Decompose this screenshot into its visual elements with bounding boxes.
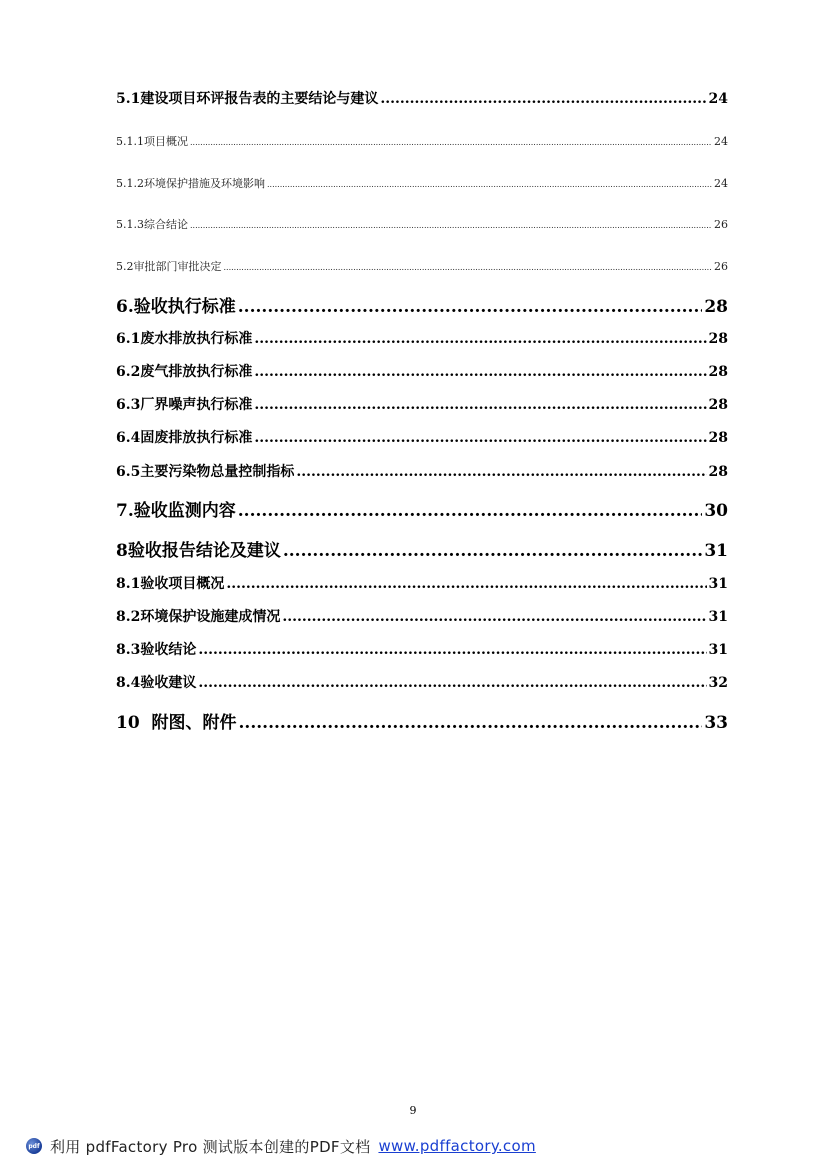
toc-entry[interactable] bbox=[116, 133, 728, 149]
toc-entry-title: 6.4固废排放执行标准 bbox=[116, 430, 253, 446]
toc-entry[interactable] bbox=[116, 672, 728, 692]
toc-entry[interactable] bbox=[116, 496, 728, 521]
toc-entry[interactable] bbox=[116, 175, 728, 191]
toc-entry-page: 26 bbox=[714, 260, 728, 273]
toc-entry-page: 28 bbox=[708, 430, 728, 446]
toc-leader-dots bbox=[238, 297, 703, 317]
toc-entry-page: 31 bbox=[708, 609, 728, 625]
toc-entry-title: 5.1.1项目概况 bbox=[116, 135, 188, 148]
toc-entry-page: 31 bbox=[704, 541, 728, 561]
toc-entry-title: 6.2废气排放执行标准 bbox=[116, 364, 253, 380]
toc-entry-title: 8.4验收建议 bbox=[116, 675, 197, 691]
toc-leader-dots bbox=[267, 180, 712, 189]
toc-entry-page: 32 bbox=[708, 675, 728, 691]
toc-entry-title: 5.1建设项目环评报告表的主要结论与建议 bbox=[116, 91, 379, 107]
toc-entry[interactable] bbox=[116, 461, 728, 481]
toc-entry[interactable] bbox=[116, 394, 728, 414]
toc-entry[interactable] bbox=[116, 361, 728, 381]
toc-leader-dots bbox=[226, 576, 706, 592]
toc-entry-title: 7.验收监测内容 bbox=[116, 501, 236, 521]
toc-entry-title: 5.1.3综合结论 bbox=[116, 218, 188, 231]
toc-entry[interactable] bbox=[116, 216, 728, 232]
toc-entry[interactable] bbox=[116, 639, 728, 659]
toc-entry-page: 28 bbox=[708, 331, 728, 347]
toc-entry-title: 6.1废水排放执行标准 bbox=[116, 331, 253, 347]
toc-entry-page: 26 bbox=[714, 218, 728, 231]
toc-leader-dots bbox=[198, 642, 706, 658]
toc-entry-title: 8.1验收项目概况 bbox=[116, 576, 225, 592]
toc-leader-dots bbox=[254, 397, 706, 413]
toc-entry[interactable] bbox=[116, 427, 728, 447]
toc-entry-page: 31 bbox=[708, 576, 728, 592]
toc-entry-page: 24 bbox=[714, 135, 728, 148]
toc-leader-dots bbox=[283, 541, 702, 561]
toc-entry-page: 28 bbox=[704, 297, 728, 317]
toc-leader-dots bbox=[254, 430, 706, 446]
toc-leader-dots bbox=[238, 501, 703, 521]
toc-entry-title: 5.2审批部门审批决定 bbox=[116, 260, 222, 273]
toc-entry[interactable] bbox=[116, 573, 728, 593]
pdffactory-logo-icon: pdf bbox=[26, 1138, 42, 1154]
pdffactory-footer bbox=[26, 1134, 536, 1158]
toc-entry-title: 10 附图、附件 bbox=[116, 713, 237, 733]
footer-text: 利用 pdfFactory Pro 测试版本创建的PDF文档 bbox=[50, 1137, 371, 1156]
toc-entry-page: 33 bbox=[704, 713, 728, 733]
toc-entry-title: 6.3厂界噪声执行标准 bbox=[116, 397, 253, 413]
toc-entry-page: 28 bbox=[708, 464, 728, 480]
toc-entry[interactable] bbox=[116, 536, 728, 561]
toc-leader-dots bbox=[254, 364, 706, 380]
toc-leader-dots bbox=[380, 91, 706, 107]
toc-leader-dots bbox=[224, 263, 713, 272]
toc-entry-title: 8.3验收结论 bbox=[116, 642, 197, 658]
toc-leader-dots bbox=[282, 609, 706, 625]
toc-entry[interactable] bbox=[116, 88, 728, 108]
toc-entry-title: 6.5主要污染物总量控制指标 bbox=[116, 464, 295, 480]
toc-leader-dots bbox=[296, 464, 706, 480]
toc-leader-dots bbox=[190, 221, 712, 230]
toc-entry[interactable] bbox=[116, 606, 728, 626]
toc-leader-dots bbox=[190, 138, 712, 147]
toc-leader-dots bbox=[198, 675, 706, 691]
toc-entry[interactable] bbox=[116, 328, 728, 348]
toc-entry-title: 6.验收执行标准 bbox=[116, 297, 236, 317]
toc-leader-dots bbox=[239, 713, 703, 733]
toc-entry-page: 30 bbox=[704, 501, 728, 521]
toc-entry-title: 8验收报告结论及建议 bbox=[116, 541, 281, 561]
page-number: 9 bbox=[409, 1104, 417, 1117]
toc-entry-page: 24 bbox=[708, 91, 728, 107]
toc-entry-page: 31 bbox=[708, 642, 728, 658]
toc-entry-title: 8.2环境保护设施建成情况 bbox=[116, 609, 281, 625]
toc-entry[interactable] bbox=[116, 292, 728, 317]
toc-entry[interactable] bbox=[116, 708, 728, 733]
toc-entry-title: 5.1.2环境保护措施及环境影响 bbox=[116, 177, 265, 190]
toc-entry-page: 28 bbox=[708, 397, 728, 413]
toc-entry-page: 24 bbox=[714, 177, 728, 190]
toc-leader-dots bbox=[254, 331, 706, 347]
toc-entry-page: 28 bbox=[708, 364, 728, 380]
toc-entry[interactable] bbox=[116, 258, 728, 274]
footer-link[interactable]: www.pdffactory.com bbox=[378, 1137, 536, 1155]
